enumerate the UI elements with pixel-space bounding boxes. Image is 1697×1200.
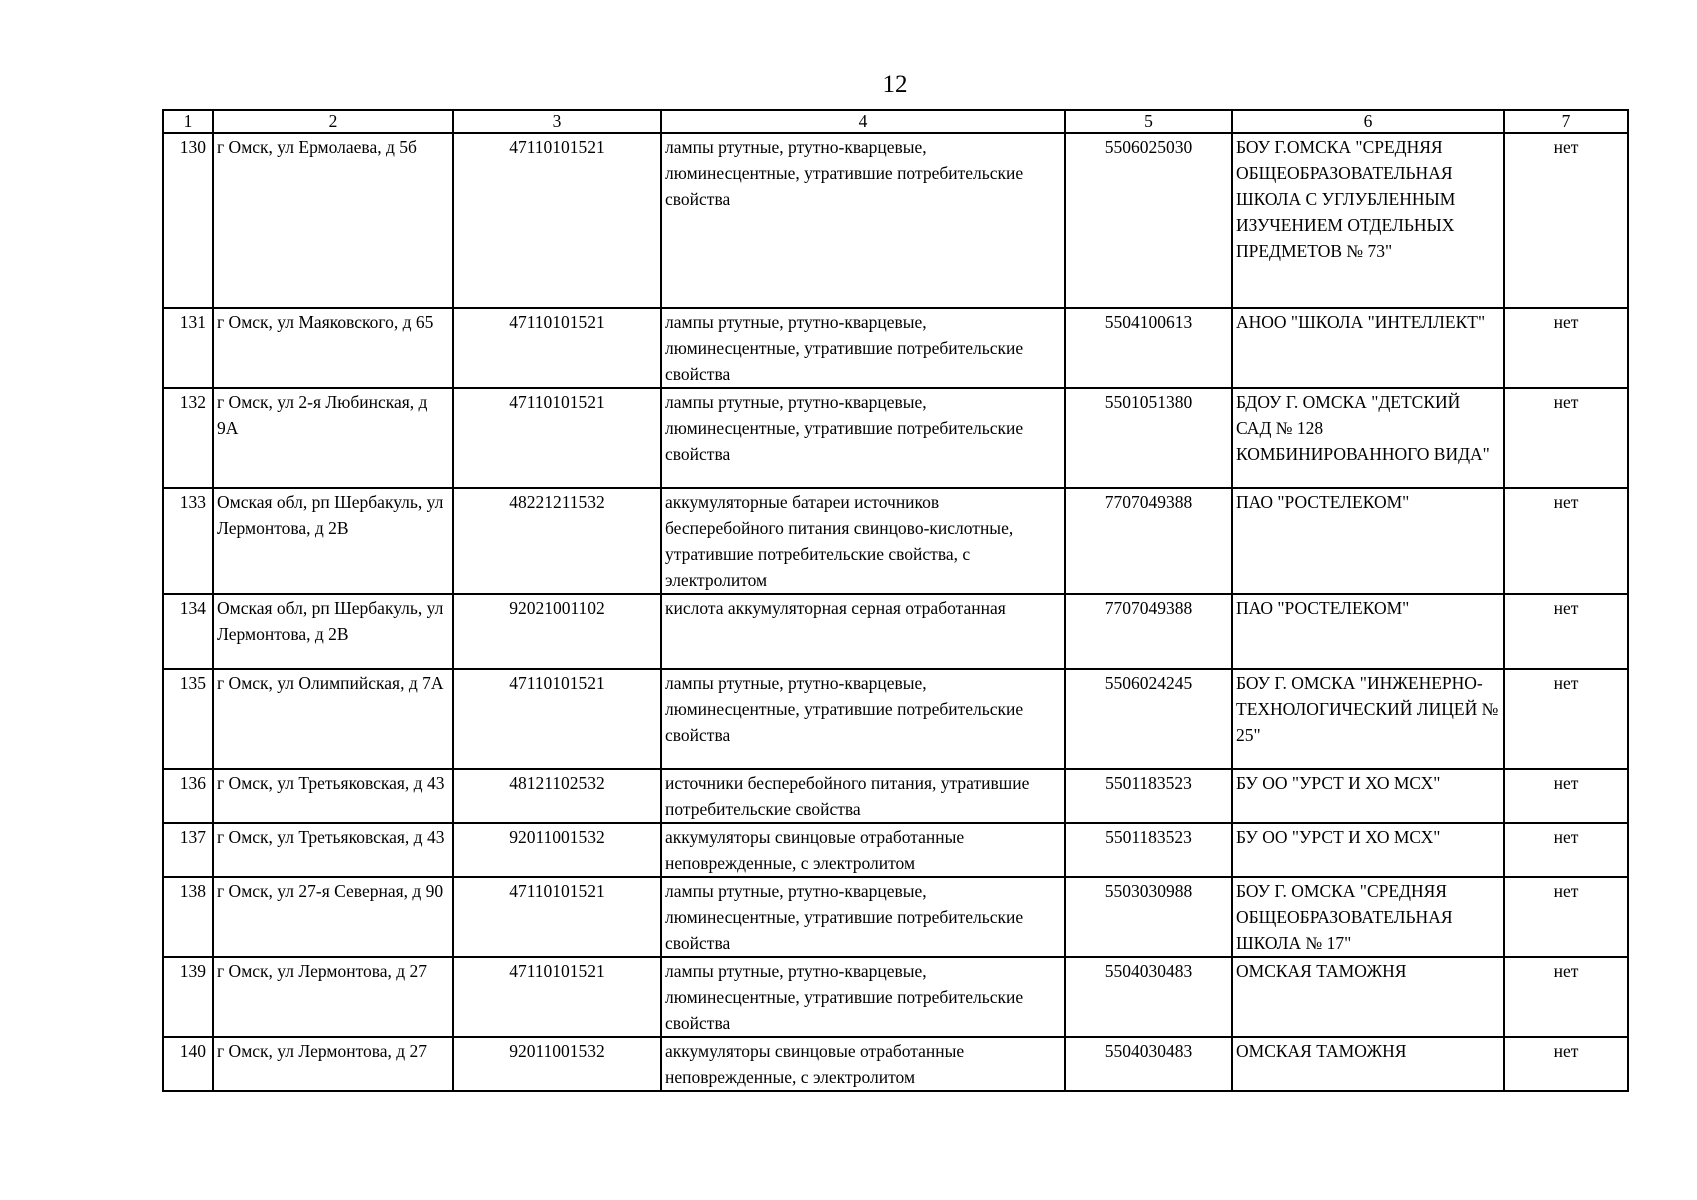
row-waste-code: 92011001532: [453, 823, 661, 877]
row-waste-name: источники бесперебойного питания, утратившие потребительские свойства: [661, 769, 1065, 823]
table-row: [163, 1037, 1628, 1091]
row-inn: 5504030483: [1065, 957, 1232, 1037]
row-number: 134: [163, 594, 213, 669]
row-flag: нет: [1504, 823, 1628, 877]
row-address: Омская обл, рп Шербакуль, ул Лермонтова, д 2В: [213, 488, 453, 594]
row-address: г Омск, ул 2-я Любинская, д 9А: [213, 388, 453, 488]
row-organization: ПАО "РОСТЕЛЕКОМ": [1232, 594, 1504, 669]
row-address: г Омск, ул Третьяковская, д 43: [213, 823, 453, 877]
row-address: г Омск, ул Олимпийская, д 7А: [213, 669, 453, 769]
row-organization: ОМСКАЯ ТАМОЖНЯ: [1232, 1037, 1504, 1091]
table-row: [163, 669, 1628, 769]
table-row: [163, 388, 1628, 488]
row-waste-name: аккумуляторы свинцовые отработанные неповрежденные, с электролитом: [661, 1037, 1065, 1091]
row-organization: БОУ Г.ОМСКА "СРЕДНЯЯ ОБЩЕОБРАЗОВАТЕЛЬНАЯ ШКОЛА С УГЛУБЛЕННЫМ ИЗУЧЕНИЕМ ОТДЕЛЬНЫХ ПРЕДМЕТОВ № 73": [1232, 133, 1504, 308]
row-number: 131: [163, 308, 213, 388]
row-waste-name: аккумуляторные батареи источников бесперебойного питания свинцово-кислотные, утратившие потребительские свойства, с электролитом: [661, 488, 1065, 594]
table-row: [163, 769, 1628, 823]
row-organization: БОУ Г. ОМСКА "ИНЖЕНЕРНО-ТЕХНОЛОГИЧЕСКИЙ ЛИЦЕЙ № 25": [1232, 669, 1504, 769]
row-inn: 5506025030: [1065, 133, 1232, 308]
table-row: [163, 823, 1628, 877]
column-header-2: 2: [213, 110, 453, 133]
row-flag: нет: [1504, 1037, 1628, 1091]
page-number: 12: [882, 71, 908, 98]
row-number: 136: [163, 769, 213, 823]
row-number: 140: [163, 1037, 213, 1091]
row-address: г Омск, ул Третьяковская, д 43: [213, 769, 453, 823]
row-address: г Омск, ул Лермонтова, д 27: [213, 957, 453, 1037]
row-waste-name: лампы ртутные, ртутно-кварцевые, люминесцентные, утратившие потребительские свойства: [661, 669, 1065, 769]
table-row: [163, 877, 1628, 957]
row-inn: 5501183523: [1065, 823, 1232, 877]
waste-registry-table: [162, 109, 1629, 1092]
row-waste-code: 92011001532: [453, 1037, 661, 1091]
row-inn: 5504030483: [1065, 1037, 1232, 1091]
row-flag: нет: [1504, 877, 1628, 957]
row-flag: нет: [1504, 769, 1628, 823]
row-waste-code: 48221211532: [453, 488, 661, 594]
row-number: 132: [163, 388, 213, 488]
column-header-7: 7: [1504, 110, 1628, 133]
row-number: 139: [163, 957, 213, 1037]
row-flag: нет: [1504, 133, 1628, 308]
row-address: г Омск, ул 27-я Северная, д 90: [213, 877, 453, 957]
row-organization: БОУ Г. ОМСКА "СРЕДНЯЯ ОБЩЕОБРАЗОВАТЕЛЬНАЯ ШКОЛА № 17": [1232, 877, 1504, 957]
column-header-1: 1: [163, 110, 213, 133]
row-waste-code: 48121102532: [453, 769, 661, 823]
row-waste-name: лампы ртутные, ртутно-кварцевые, люминесцентные, утратившие потребительские свойства: [661, 308, 1065, 388]
table-row: [163, 133, 1628, 308]
row-waste-name: лампы ртутные, ртутно-кварцевые, люминесцентные, утратившие потребительские свойства: [661, 877, 1065, 957]
row-flag: нет: [1504, 308, 1628, 388]
row-address: Омская обл, рп Шербакуль, ул Лермонтова, д 2В: [213, 594, 453, 669]
row-organization: АНОО "ШКОЛА "ИНТЕЛЛЕКТ": [1232, 308, 1504, 388]
column-header-6: 6: [1232, 110, 1504, 133]
row-waste-name: лампы ртутные, ртутно-кварцевые, люминесцентные, утратившие потребительские свойства: [661, 133, 1065, 308]
row-waste-code: 47110101521: [453, 133, 661, 308]
row-inn: 5501051380: [1065, 388, 1232, 488]
table-row: [163, 957, 1628, 1037]
row-flag: нет: [1504, 488, 1628, 594]
column-header-3: 3: [453, 110, 661, 133]
row-waste-name: лампы ртутные, ртутно-кварцевые, люминесцентные, утратившие потребительские свойства: [661, 957, 1065, 1037]
row-waste-code: 47110101521: [453, 877, 661, 957]
table-row: [163, 488, 1628, 594]
row-waste-name: лампы ртутные, ртутно-кварцевые, люминесцентные, утратившие потребительские свойства: [661, 388, 1065, 488]
row-number: 133: [163, 488, 213, 594]
row-inn: 7707049388: [1065, 594, 1232, 669]
row-inn: 5503030988: [1065, 877, 1232, 957]
row-waste-name: кислота аккумуляторная серная отработанная: [661, 594, 1065, 669]
row-waste-code: 92021001102: [453, 594, 661, 669]
row-inn: 5506024245: [1065, 669, 1232, 769]
table-header: [163, 110, 1628, 133]
row-waste-code: 47110101521: [453, 669, 661, 769]
row-waste-name: аккумуляторы свинцовые отработанные неповрежденные, с электролитом: [661, 823, 1065, 877]
row-flag: нет: [1504, 669, 1628, 769]
column-header-4: 4: [661, 110, 1065, 133]
row-waste-code: 47110101521: [453, 388, 661, 488]
table-body: [163, 133, 1628, 1091]
row-organization: ОМСКАЯ ТАМОЖНЯ: [1232, 957, 1504, 1037]
row-number: 135: [163, 669, 213, 769]
column-header-5: 5: [1065, 110, 1232, 133]
row-organization: БУ ОО "УРСТ И ХО МСХ": [1232, 769, 1504, 823]
row-organization: БУ ОО "УРСТ И ХО МСХ": [1232, 823, 1504, 877]
row-inn: 7707049388: [1065, 488, 1232, 594]
row-flag: нет: [1504, 594, 1628, 669]
row-flag: нет: [1504, 388, 1628, 488]
row-waste-code: 47110101521: [453, 957, 661, 1037]
row-number: 138: [163, 877, 213, 957]
row-inn: 5504100613: [1065, 308, 1232, 388]
header-row: [163, 110, 1628, 133]
row-organization: ПАО "РОСТЕЛЕКОМ": [1232, 488, 1504, 594]
row-waste-code: 47110101521: [453, 308, 661, 388]
table-row: [163, 308, 1628, 388]
row-address: г Омск, ул Маяковского, д 65: [213, 308, 453, 388]
table-row: [163, 594, 1628, 669]
row-number: 130: [163, 133, 213, 308]
row-organization: БДОУ Г. ОМСКА "ДЕТСКИЙ САД № 128 КОМБИНИРОВАННОГО ВИДА": [1232, 388, 1504, 488]
row-flag: нет: [1504, 957, 1628, 1037]
row-address: г Омск, ул Ермолаева, д 5б: [213, 133, 453, 308]
row-inn: 5501183523: [1065, 769, 1232, 823]
row-address: г Омск, ул Лермонтова, д 27: [213, 1037, 453, 1091]
row-number: 137: [163, 823, 213, 877]
